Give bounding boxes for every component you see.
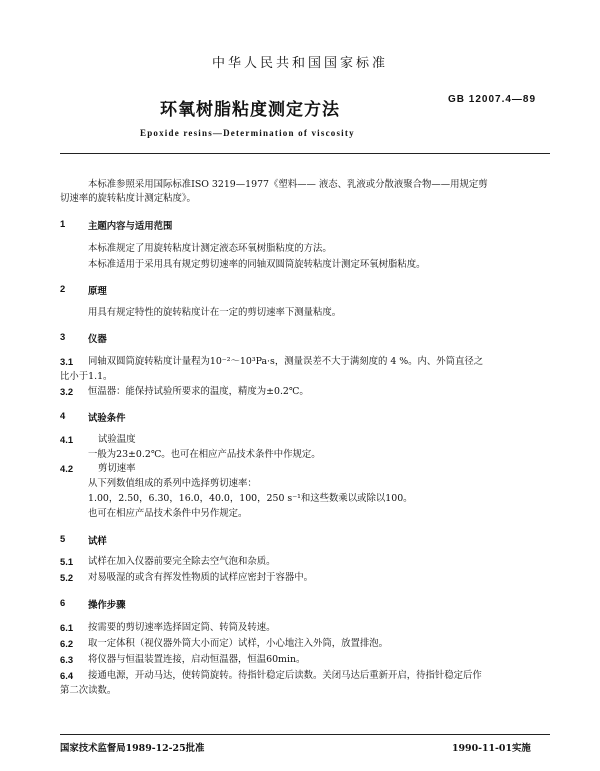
item-4-1-number: 4.1 <box>60 434 74 445</box>
header-divider <box>60 153 550 154</box>
item-6-4-line-2: 第二次读数。 <box>60 685 117 696</box>
item-6-1-text: 按需要的剪切速率选择固定筒、转筒及转速。 <box>88 622 276 633</box>
section-2-title: 原理 <box>88 286 107 297</box>
item-6-3-number: 6.3 <box>60 654 74 665</box>
item-3-1-number: 3.1 <box>60 356 74 367</box>
item-6-1-number: 6.1 <box>60 622 74 633</box>
english-title: Epoxide resins—Determination of viscosity <box>140 128 355 138</box>
section-4-number: 4 <box>60 410 66 421</box>
item-4-2-number: 4.2 <box>60 463 74 474</box>
standard-code: GB 12007.4—89 <box>448 94 537 105</box>
item-5-1-text: 试样在加入仪器前要完全除去空气泡和杂质。 <box>88 556 276 567</box>
intro-line-2: 切速率的旋转粘度计测定粘度》。 <box>60 193 196 204</box>
section-1-paragraph-2: 本标准适用于采用具有规定剪切速率的同轴双圆筒旋转粘度计测定环氧树脂粘度。 <box>88 259 426 270</box>
item-5-2-text: 对易吸湿的或含有挥发性物质的试样应密封于容器中。 <box>88 572 314 583</box>
section-2-paragraph-1: 用具有规定特性的旋转粘度计在一定的剪切速率下测量粘度。 <box>88 307 342 318</box>
item-3-2-text: 恒温器：能保持试验所要求的温度，精度为±0.2℃。 <box>88 386 309 397</box>
item-6-2-number: 6.2 <box>60 638 74 649</box>
item-4-2-paragraph-2: 1.00，2.50，6.30，16.0，40.0，100，250 s⁻¹和这些数乘以或除以100。 <box>88 493 413 504</box>
item-5-1-number: 5.1 <box>60 556 74 567</box>
item-6-4-line-1: 接通电源，开动马达，使转筒旋转。待指针稳定后读数。关闭马达后重新开启，待指针稳定后作 <box>88 670 482 681</box>
item-4-1-paragraph: 一般为23±0.2℃。也可在相应产品技术条件中作规定。 <box>88 449 321 460</box>
item-4-2-title: 剪切速率 <box>98 463 136 474</box>
item-6-4-number: 6.4 <box>60 670 74 681</box>
section-6-number: 6 <box>60 597 66 608</box>
intro-line-1: 本标准参照采用国际标准ISO 3219—1977《塑料—— 液态、乳液或分散液聚合物——用规定剪 <box>88 179 488 190</box>
section-1-number: 1 <box>60 218 66 229</box>
approval-date: 国家技术监督局1989-12-25批准 <box>60 743 205 754</box>
section-3-number: 3 <box>60 331 66 342</box>
implementation-date: 1990-11-01实施 <box>452 743 531 754</box>
section-6-title: 操作步骤 <box>88 600 126 611</box>
issuing-authority: 中华人民共和国国家标准 <box>211 56 388 71</box>
section-5-number: 5 <box>60 533 66 544</box>
item-3-1-line-2: 比小于1.1。 <box>60 371 113 382</box>
document-title: 环氧树脂粘度测定方法 <box>160 100 340 120</box>
item-3-2-number: 3.2 <box>60 386 74 397</box>
item-3-1-line-1: 同轴双圆筒旋转粘度计量程为10⁻²～10³Pa·s，测量误差不大于满刻度的 4 %。内、外筒直径之 <box>88 356 484 367</box>
section-5-title: 试样 <box>88 536 107 547</box>
item-5-2-number: 5.2 <box>60 572 74 583</box>
item-4-1-title: 试验温度 <box>98 434 136 445</box>
item-6-2-text: 取一定体积（视仪器外筒大小而定）试样，小心地注入外筒，放置排泡。 <box>88 638 389 649</box>
item-4-2-paragraph-1: 从下列数值组成的系列中选择剪切速率： <box>88 478 257 489</box>
section-1-paragraph-1: 本标准规定了用旋转粘度计测定液态环氧树脂粘度的方法。 <box>88 243 332 254</box>
item-6-3-text: 将仪器与恒温装置连接，启动恒温器，恒温60min。 <box>88 654 306 665</box>
item-4-2-paragraph-3: 也可在相应产品技术条件中另作规定。 <box>88 508 248 519</box>
section-1-title: 主题内容与适用范围 <box>88 221 173 232</box>
section-2-number: 2 <box>60 283 66 294</box>
section-3-title: 仪器 <box>88 334 107 345</box>
footer-divider <box>60 734 550 735</box>
section-4-title: 试验条件 <box>88 413 126 424</box>
